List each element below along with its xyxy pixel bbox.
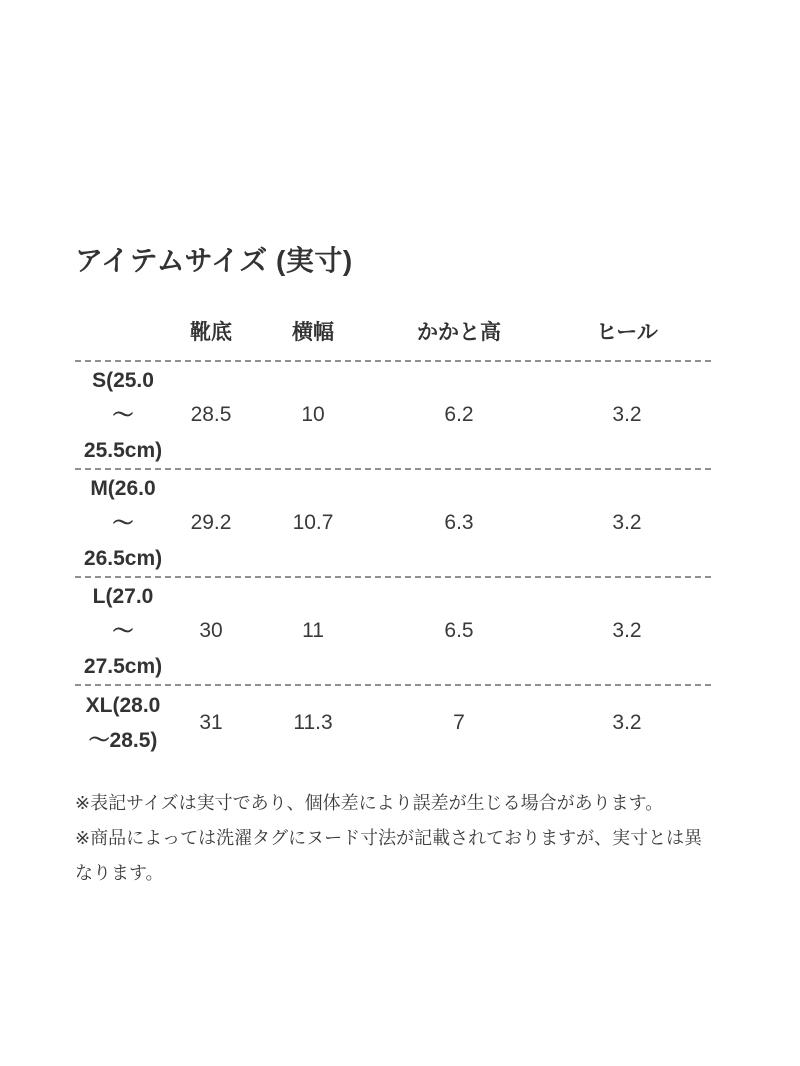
cell-heel-height: 6.3 (444, 511, 474, 534)
section-title: アイテムサイズ (実寸) (75, 245, 353, 276)
size-label-line: L(27.0 (92, 584, 154, 608)
cell-width: 11 (302, 619, 324, 642)
size-label-line: S(25.0 (92, 368, 154, 392)
cell-sole-length: 29.2 (190, 511, 232, 534)
cell-heel-height: 6.2 (444, 403, 474, 426)
cell-sole-length: 31 (199, 711, 223, 734)
header-sole-length: 靴底 (190, 321, 232, 344)
note-nude-size: ※商品によっては洗濯タグにヌード寸法が記載されておりますが、実寸とは異なります。 (75, 828, 703, 883)
cell-heel-height: 6.5 (444, 619, 474, 642)
cell-heel: 3.2 (612, 403, 642, 426)
cell-width: 10.7 (292, 511, 334, 534)
cell-heel: 3.2 (612, 619, 642, 642)
size-row-m (75, 470, 711, 578)
cell-sole-length: 28.5 (190, 403, 232, 426)
cell-sole-length: 30 (199, 619, 223, 642)
size-row-label (75, 471, 171, 576)
size-row-xl (75, 688, 711, 758)
size-table (75, 316, 711, 758)
size-label-line: 〜 (112, 403, 134, 427)
size-label-line: 25.5cm) (83, 438, 163, 462)
size-label-line: 〜28.5) (88, 729, 158, 752)
size-label-line: 27.5cm) (83, 654, 163, 678)
size-row-label (75, 363, 171, 468)
size-row-s (75, 362, 711, 470)
size-label-line: 〜 (112, 619, 134, 643)
size-label-line: M(26.0 (90, 476, 156, 500)
cell-width: 10 (301, 403, 325, 426)
cell-heel: 3.2 (612, 711, 642, 734)
size-label-line: 26.5cm) (83, 546, 163, 570)
cell-width: 11.3 (293, 711, 333, 734)
header-heel: ヒール (596, 321, 658, 344)
header-width: 横幅 (292, 321, 334, 344)
size-row-l (75, 578, 711, 686)
size-label-line: 〜 (112, 511, 134, 535)
note-actual-size: ※表記サイズは実寸であり、個体差により誤差が生じる場合があります。 (75, 793, 664, 813)
size-notes (75, 786, 720, 891)
header-heel-height: かかと高 (417, 321, 501, 344)
cell-heel-height: 7 (453, 711, 465, 734)
size-row-label (75, 688, 171, 758)
size-label-line: XL(28.0 (85, 694, 161, 717)
size-row-label (75, 579, 171, 684)
size-table-header-row (75, 316, 711, 362)
cell-heel: 3.2 (612, 511, 642, 534)
